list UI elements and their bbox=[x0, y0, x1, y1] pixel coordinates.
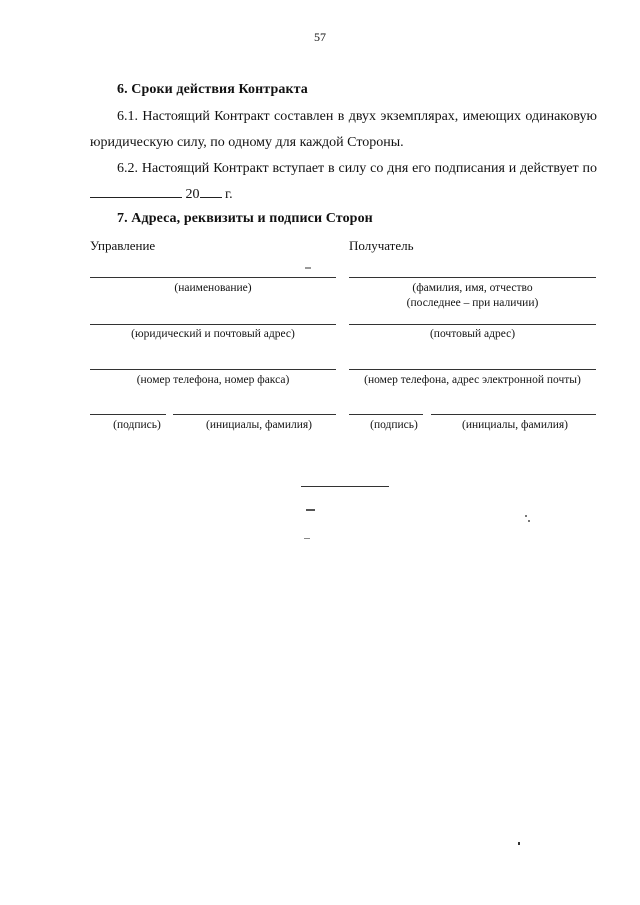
page-number: 57 bbox=[314, 30, 326, 44]
date-blank bbox=[90, 183, 182, 198]
left-address-line bbox=[90, 324, 336, 325]
paragraph-6-2-text: 6.2. Настоящий Контракт вступает в силу со дня его подписания и действует по bbox=[117, 161, 597, 176]
left-name-line bbox=[90, 277, 336, 278]
left-phone-caption: (номер телефона, номер факса) bbox=[136, 374, 290, 386]
end-separator-line bbox=[301, 486, 389, 487]
scan-mark bbox=[525, 515, 527, 517]
left-party-title: Управление bbox=[90, 238, 156, 253]
left-initials-caption: (инициалы, фамилия) bbox=[205, 419, 313, 431]
scan-mark bbox=[518, 842, 520, 845]
year-suffix: г. bbox=[225, 187, 233, 202]
right-name-caption-line2: (последнее – при наличии) bbox=[406, 297, 539, 309]
scan-mark bbox=[528, 520, 530, 522]
right-name-caption-line1: (фамилия, имя, отчество bbox=[412, 282, 533, 294]
right-initials-caption: (инициалы, фамилия) bbox=[461, 419, 569, 431]
left-address-caption: (юридический и почтовый адрес) bbox=[131, 328, 295, 340]
left-initials-line bbox=[173, 414, 336, 415]
right-name-line bbox=[349, 277, 596, 278]
year-prefix: 20 bbox=[185, 187, 200, 202]
left-name-caption: (наименование) bbox=[174, 282, 252, 294]
scan-mark bbox=[306, 509, 315, 511]
right-party-title: Получатель bbox=[349, 238, 414, 253]
right-phone-caption: (номер телефона, адрес электронной почты) bbox=[364, 374, 581, 386]
year-blank bbox=[200, 183, 222, 198]
left-signature-line bbox=[90, 414, 166, 415]
scan-mark bbox=[304, 538, 310, 539]
scan-mark bbox=[305, 267, 311, 269]
right-initials-line bbox=[431, 414, 596, 415]
paragraph-6-1 bbox=[90, 104, 597, 156]
right-phone-line bbox=[349, 369, 596, 370]
section-6-heading: 6. Сроки действия Контракта bbox=[117, 82, 308, 97]
paragraph-6-1-text: 6.1. Настоящий Контракт составлен в двух экземплярах, имеющих одинаковую юридическую силу, по одному для каждой Стороны. bbox=[90, 109, 597, 150]
left-phone-line bbox=[90, 369, 336, 370]
right-address-line bbox=[349, 324, 596, 325]
section-7-heading: 7. Адреса, реквизиты и подписи Сторон bbox=[117, 211, 373, 226]
paragraph-6-2 bbox=[90, 156, 597, 208]
left-signature-caption: (подпись) bbox=[113, 419, 161, 431]
right-address-caption: (почтовый адрес) bbox=[429, 328, 516, 340]
right-signature-caption: (подпись) bbox=[370, 419, 418, 431]
right-signature-line bbox=[349, 414, 423, 415]
